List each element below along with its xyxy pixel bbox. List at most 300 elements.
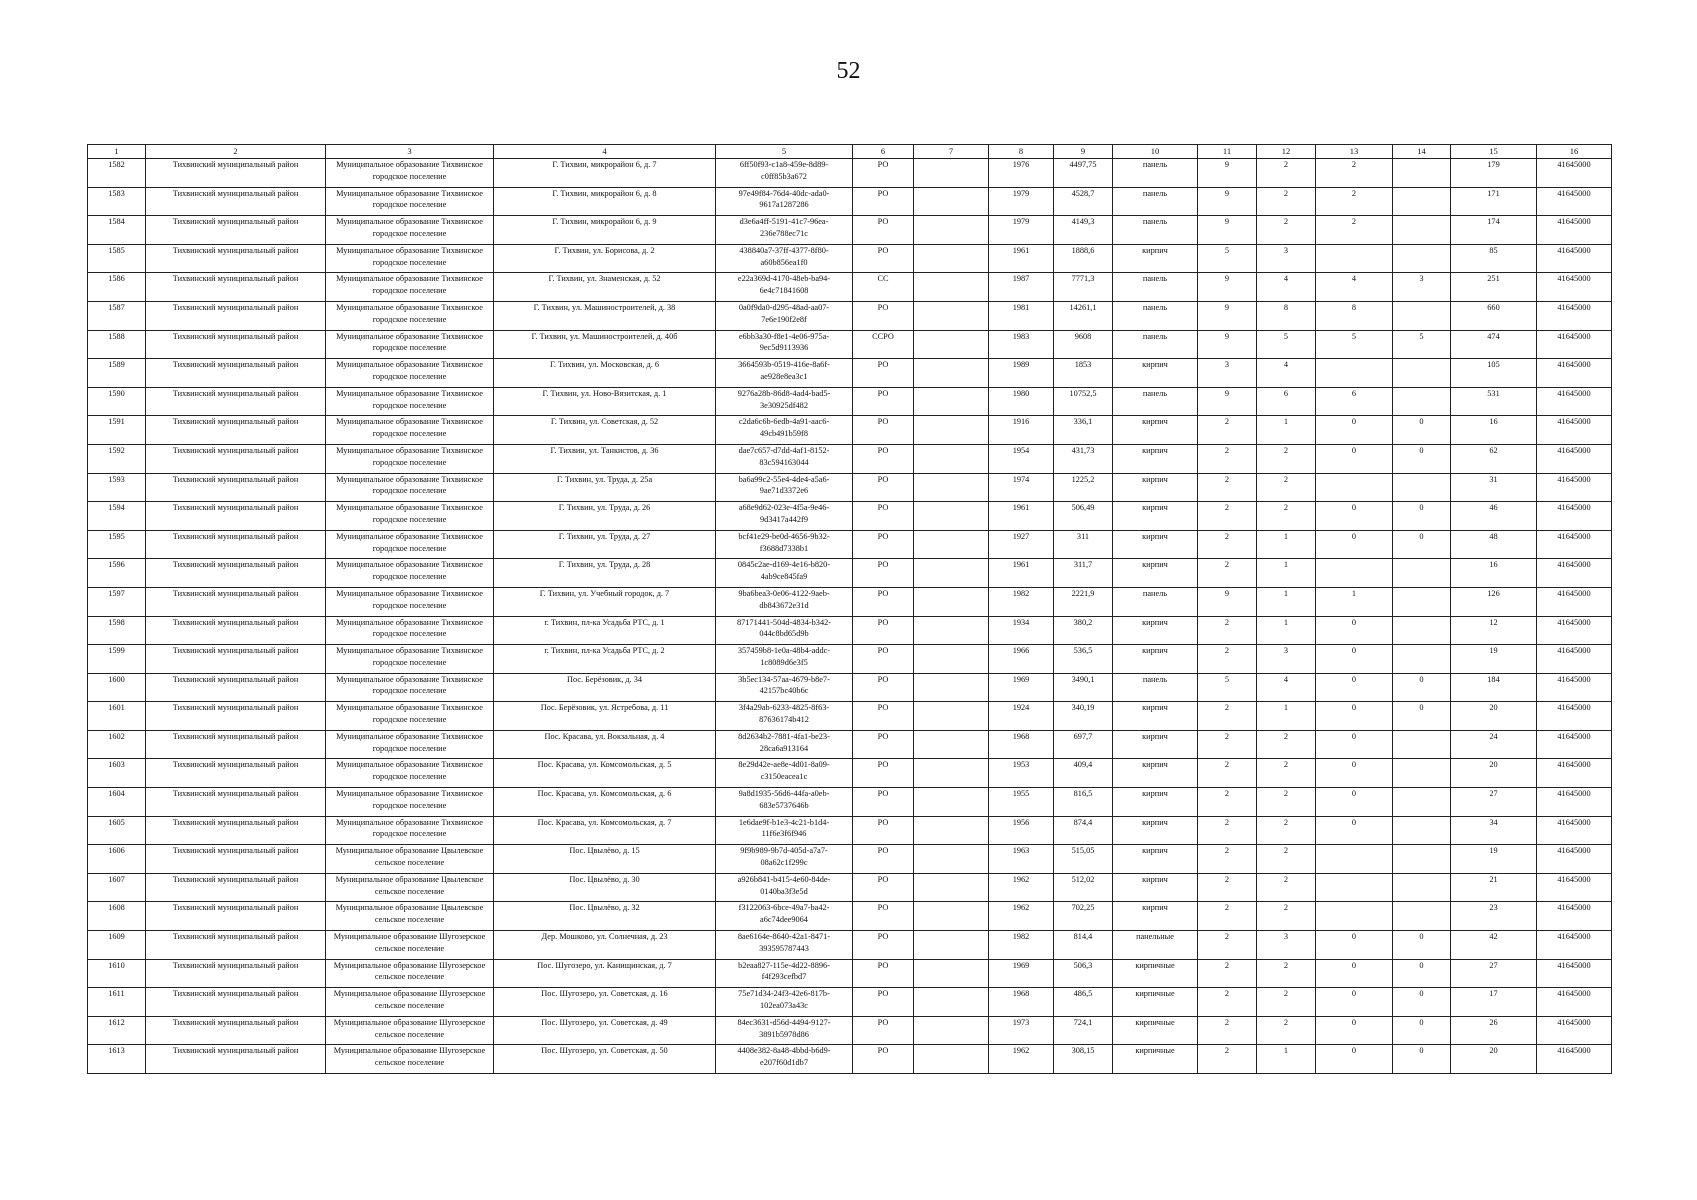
- col-14-cell: [1393, 301, 1451, 330]
- col-14-cell: 5: [1393, 330, 1451, 359]
- col-14-cell: [1393, 788, 1451, 817]
- col-14-cell: 0: [1393, 530, 1451, 559]
- address-cell: Пос. Цвылёво, д. 15: [494, 845, 716, 874]
- floors-cell: 2: [1198, 702, 1257, 731]
- residents-cell: 174: [1451, 216, 1537, 245]
- address-cell: Г. Тихвин, ул. Ново-Вязитская, д. 1: [494, 387, 716, 416]
- wall-material-cell: панельные: [1113, 931, 1198, 960]
- fias-guid-cell: 84ec3631-d56d-4494-9127-3891b5978d86: [716, 1016, 853, 1045]
- row-number-cell: 1612: [88, 1016, 146, 1045]
- entrances-cell: 8: [1257, 301, 1316, 330]
- oktmo-code-cell: 41645000: [1537, 816, 1612, 845]
- entrances-cell: 1: [1257, 416, 1316, 445]
- table-row: [88, 702, 1612, 731]
- floors-cell: 2: [1198, 845, 1257, 874]
- municipality-cell: Муниципальное образование Цвылевское сельское поселение: [326, 902, 494, 931]
- address-cell: Г. Тихвин, ул. Знаменская, д. 52: [494, 273, 716, 302]
- residents-cell: 27: [1451, 788, 1537, 817]
- col-14-cell: [1393, 759, 1451, 788]
- management-type-cell: РО: [853, 959, 914, 988]
- row-number-cell: 1593: [88, 473, 146, 502]
- table-row: [88, 645, 1612, 674]
- district-cell: Тихвинский муниципальный район: [146, 902, 326, 931]
- year-built-cell: 1966: [989, 645, 1054, 674]
- oktmo-code-cell: 41645000: [1537, 587, 1612, 616]
- wall-material-cell: кирпич: [1113, 444, 1198, 473]
- oktmo-code-cell: 41645000: [1537, 759, 1612, 788]
- table-row: [88, 559, 1612, 588]
- address-cell: Г. Тихвин, микрорайон 6, д. 7: [494, 159, 716, 188]
- lifts-cell: 5: [1316, 330, 1393, 359]
- entrances-cell: 1: [1257, 530, 1316, 559]
- district-cell: Тихвинский муниципальный район: [146, 159, 326, 188]
- wall-material-cell: панель: [1113, 587, 1198, 616]
- fias-guid-cell: 9f9b989-9b7d-405d-a7a7-08a62c1f299c: [716, 845, 853, 874]
- col-14-cell: [1393, 902, 1451, 931]
- residents-cell: 660: [1451, 301, 1537, 330]
- lifts-cell: 0: [1316, 530, 1393, 559]
- fias-guid-cell: 3f4a29ab-6233-4825-8f63-87636174b412: [716, 702, 853, 731]
- year-built-cell: 1961: [989, 502, 1054, 531]
- management-type-cell: РО: [853, 1016, 914, 1045]
- floors-cell: 2: [1198, 444, 1257, 473]
- floors-cell: 9: [1198, 387, 1257, 416]
- fias-guid-cell: 8e29d42e-ae8e-4d01-8a09-c3150eacea1c: [716, 759, 853, 788]
- fias-guid-cell: 8d2634b2-7881-4fa1-be23-28ca6a913164: [716, 730, 853, 759]
- table-row: [88, 1045, 1612, 1074]
- wall-material-cell: панель: [1113, 273, 1198, 302]
- municipality-cell: Муниципальное образование Тихвинское городское поселение: [326, 159, 494, 188]
- management-type-cell: РО: [853, 845, 914, 874]
- total-area-cell: 512,02: [1054, 873, 1113, 902]
- fias-guid-cell: 3b5ec134-57aa-4679-b8e7-42157bc40b6c: [716, 673, 853, 702]
- row-number-cell: 1596: [88, 559, 146, 588]
- year-built-cell: 1981: [989, 301, 1054, 330]
- residents-cell: 12: [1451, 616, 1537, 645]
- fias-guid-cell: 1e6dae9f-b1e3-4c21-b1d4-11f6e3f6f946: [716, 816, 853, 845]
- oktmo-code-cell: 41645000: [1537, 1016, 1612, 1045]
- fias-guid-cell: dae7c657-d7dd-4af1-8152-83c594163044: [716, 444, 853, 473]
- residents-cell: 20: [1451, 1045, 1537, 1074]
- floors-cell: 9: [1198, 587, 1257, 616]
- fias-guid-cell: a68e9d62-023e-4f5a-9e46-9d3417a442f9: [716, 502, 853, 531]
- col-7-cell: [914, 216, 989, 245]
- municipality-cell: Муниципальное образование Шугозерское сельское поселение: [326, 1016, 494, 1045]
- municipality-cell: Муниципальное образование Тихвинское городское поселение: [326, 530, 494, 559]
- lifts-cell: 0: [1316, 1016, 1393, 1045]
- lifts-cell: 2: [1316, 216, 1393, 245]
- floors-cell: 2: [1198, 530, 1257, 559]
- address-cell: Пос. Шугозеро, ул. Советская, д. 16: [494, 988, 716, 1017]
- entrances-cell: 2: [1257, 959, 1316, 988]
- col-14-cell: 0: [1393, 502, 1451, 531]
- entrances-cell: 4: [1257, 273, 1316, 302]
- row-number-cell: 1605: [88, 816, 146, 845]
- total-area-cell: 2221,9: [1054, 587, 1113, 616]
- col-14-cell: [1393, 187, 1451, 216]
- residents-cell: 46: [1451, 502, 1537, 531]
- entrances-cell: 3: [1257, 244, 1316, 273]
- management-type-cell: РО: [853, 216, 914, 245]
- address-cell: Пос. Красава, ул. Комсомольская, д. 6: [494, 788, 716, 817]
- management-type-cell: РО: [853, 873, 914, 902]
- entrances-cell: 1: [1257, 587, 1316, 616]
- management-type-cell: РО: [853, 416, 914, 445]
- management-type-cell: РО: [853, 816, 914, 845]
- year-built-cell: 1968: [989, 988, 1054, 1017]
- floors-cell: 2: [1198, 931, 1257, 960]
- total-area-cell: 311,7: [1054, 559, 1113, 588]
- residents-cell: 48: [1451, 530, 1537, 559]
- municipality-cell: Муниципальное образование Тихвинское городское поселение: [326, 473, 494, 502]
- management-type-cell: РО: [853, 359, 914, 388]
- year-built-cell: 1973: [989, 1016, 1054, 1045]
- total-area-cell: 816,5: [1054, 788, 1113, 817]
- entrances-cell: 2: [1257, 502, 1316, 531]
- table-row: [88, 330, 1612, 359]
- floors-cell: 2: [1198, 759, 1257, 788]
- fias-guid-cell: 9a8d1935-56d6-44fa-a0eb-683e5737646b: [716, 788, 853, 817]
- wall-material-cell: кирпич: [1113, 559, 1198, 588]
- municipality-cell: Муниципальное образование Тихвинское городское поселение: [326, 187, 494, 216]
- row-number-cell: 1592: [88, 444, 146, 473]
- oktmo-code-cell: 41645000: [1537, 359, 1612, 388]
- col-14-cell: [1393, 587, 1451, 616]
- address-cell: г. Тихвин, пл-ка Усадьба РТС, д. 2: [494, 645, 716, 674]
- management-type-cell: РО: [853, 702, 914, 731]
- floors-cell: 2: [1198, 616, 1257, 645]
- management-type-cell: РО: [853, 444, 914, 473]
- table-row: [88, 988, 1612, 1017]
- wall-material-cell: панель: [1113, 387, 1198, 416]
- floors-cell: 3: [1198, 359, 1257, 388]
- district-cell: Тихвинский муниципальный район: [146, 473, 326, 502]
- row-number-cell: 1608: [88, 902, 146, 931]
- col-7-cell: [914, 359, 989, 388]
- column-header: 12: [1257, 145, 1316, 159]
- lifts-cell: 0: [1316, 931, 1393, 960]
- floors-cell: 2: [1198, 988, 1257, 1017]
- year-built-cell: 1969: [989, 959, 1054, 988]
- oktmo-code-cell: 41645000: [1537, 330, 1612, 359]
- municipality-cell: Муниципальное образование Тихвинское городское поселение: [326, 502, 494, 531]
- col-7-cell: [914, 587, 989, 616]
- floors-cell: 5: [1198, 244, 1257, 273]
- municipality-cell: Муниципальное образование Шугозерское сельское поселение: [326, 988, 494, 1017]
- municipality-cell: Муниципальное образование Тихвинское городское поселение: [326, 444, 494, 473]
- lifts-cell: 0: [1316, 788, 1393, 817]
- residents-cell: 17: [1451, 988, 1537, 1017]
- residents-cell: 474: [1451, 330, 1537, 359]
- table-row: [88, 616, 1612, 645]
- lifts-cell: 0: [1316, 502, 1393, 531]
- year-built-cell: 1982: [989, 931, 1054, 960]
- column-header: 13: [1316, 145, 1393, 159]
- col-7-cell: [914, 444, 989, 473]
- address-cell: Г. Тихвин, ул. Труда, д. 28: [494, 559, 716, 588]
- col-7-cell: [914, 473, 989, 502]
- table-row: [88, 216, 1612, 245]
- district-cell: Тихвинский муниципальный район: [146, 444, 326, 473]
- lifts-cell: 0: [1316, 416, 1393, 445]
- oktmo-code-cell: 41645000: [1537, 444, 1612, 473]
- lifts-cell: 0: [1316, 816, 1393, 845]
- fias-guid-cell: bcf41e29-be0d-4656-9b32-f3688d7338b1: [716, 530, 853, 559]
- col-7-cell: [914, 816, 989, 845]
- column-header: 16: [1537, 145, 1612, 159]
- year-built-cell: 1963: [989, 845, 1054, 874]
- col-14-cell: [1393, 845, 1451, 874]
- col-7-cell: [914, 1016, 989, 1045]
- table-row: [88, 673, 1612, 702]
- year-built-cell: 1954: [989, 444, 1054, 473]
- oktmo-code-cell: 41645000: [1537, 244, 1612, 273]
- col-7-cell: [914, 330, 989, 359]
- floors-cell: 2: [1198, 645, 1257, 674]
- entrances-cell: 2: [1257, 187, 1316, 216]
- col-7-cell: [914, 959, 989, 988]
- lifts-cell: [1316, 559, 1393, 588]
- total-area-cell: 724,1: [1054, 1016, 1113, 1045]
- district-cell: Тихвинский муниципальный район: [146, 845, 326, 874]
- total-area-cell: 702,25: [1054, 902, 1113, 931]
- total-area-cell: 1853: [1054, 359, 1113, 388]
- management-type-cell: РО: [853, 244, 914, 273]
- oktmo-code-cell: 41645000: [1537, 959, 1612, 988]
- address-cell: Дер. Мошково, ул. Солнечная, д. 23: [494, 931, 716, 960]
- total-area-cell: 380,2: [1054, 616, 1113, 645]
- entrances-cell: 1: [1257, 616, 1316, 645]
- oktmo-code-cell: 41645000: [1537, 673, 1612, 702]
- municipality-cell: Муниципальное образование Тихвинское городское поселение: [326, 730, 494, 759]
- wall-material-cell: кирпич: [1113, 702, 1198, 731]
- lifts-cell: [1316, 359, 1393, 388]
- table-row: [88, 1016, 1612, 1045]
- wall-material-cell: кирпич: [1113, 730, 1198, 759]
- entrances-cell: 2: [1257, 873, 1316, 902]
- municipality-cell: Муниципальное образование Тихвинское городское поселение: [326, 645, 494, 674]
- wall-material-cell: кирпич: [1113, 788, 1198, 817]
- fias-guid-cell: 357459b8-1e0a-48b4-addc-1c8089d6e3f5: [716, 645, 853, 674]
- col-14-cell: [1393, 387, 1451, 416]
- table-row: [88, 902, 1612, 931]
- table-row: [88, 444, 1612, 473]
- municipality-cell: Муниципальное образование Тихвинское городское поселение: [326, 788, 494, 817]
- wall-material-cell: кирпич: [1113, 759, 1198, 788]
- year-built-cell: 1955: [989, 788, 1054, 817]
- address-cell: Пос. Шугозеро, ул. Советская, д. 49: [494, 1016, 716, 1045]
- table-row: [88, 387, 1612, 416]
- fias-guid-cell: 4408e382-8a48-4bbd-b6d9-e207f60d1db7: [716, 1045, 853, 1074]
- col-14-cell: 0: [1393, 988, 1451, 1017]
- oktmo-code-cell: 41645000: [1537, 702, 1612, 731]
- management-type-cell: РО: [853, 301, 914, 330]
- residents-cell: 20: [1451, 759, 1537, 788]
- residents-cell: 42: [1451, 931, 1537, 960]
- col-7-cell: [914, 645, 989, 674]
- table-row: [88, 931, 1612, 960]
- address-cell: Г. Тихвин, ул. Учебный городок, д. 7: [494, 587, 716, 616]
- lifts-cell: [1316, 244, 1393, 273]
- col-7-cell: [914, 187, 989, 216]
- address-cell: Г. Тихвин, ул. Труда, д. 26: [494, 502, 716, 531]
- total-area-cell: 308,15: [1054, 1045, 1113, 1074]
- year-built-cell: 1956: [989, 816, 1054, 845]
- management-type-cell: РО: [853, 187, 914, 216]
- row-number-cell: 1582: [88, 159, 146, 188]
- row-number-cell: 1598: [88, 616, 146, 645]
- column-header: 4: [494, 145, 716, 159]
- lifts-cell: [1316, 473, 1393, 502]
- col-14-cell: 0: [1393, 959, 1451, 988]
- floors-cell: 2: [1198, 473, 1257, 502]
- floors-cell: 2: [1198, 873, 1257, 902]
- management-type-cell: РО: [853, 988, 914, 1017]
- management-type-cell: РО: [853, 387, 914, 416]
- row-number-cell: 1599: [88, 645, 146, 674]
- table-row: [88, 530, 1612, 559]
- wall-material-cell: кирпичные: [1113, 1016, 1198, 1045]
- district-cell: Тихвинский муниципальный район: [146, 530, 326, 559]
- lifts-cell: 0: [1316, 759, 1393, 788]
- oktmo-code-cell: 41645000: [1537, 559, 1612, 588]
- col-14-cell: [1393, 359, 1451, 388]
- municipality-cell: Муниципальное образование Тихвинское городское поселение: [326, 702, 494, 731]
- municipality-cell: Муниципальное образование Тихвинское городское поселение: [326, 330, 494, 359]
- address-cell: Пос. Красава, ул. Комсомольская, д. 5: [494, 759, 716, 788]
- fias-guid-cell: b2eaa827-115e-4d22-8896-f4f293cefbd7: [716, 959, 853, 988]
- column-header: 3: [326, 145, 494, 159]
- district-cell: Тихвинский муниципальный район: [146, 330, 326, 359]
- wall-material-cell: кирпичные: [1113, 988, 1198, 1017]
- lifts-cell: 0: [1316, 702, 1393, 731]
- fias-guid-cell: a926b841-b415-4e60-84de-0140ba3f3e5d: [716, 873, 853, 902]
- oktmo-code-cell: 41645000: [1537, 387, 1612, 416]
- fias-guid-cell: 87171441-504d-4834-b342-044c8bd65d9b: [716, 616, 853, 645]
- district-cell: Тихвинский муниципальный район: [146, 759, 326, 788]
- row-number-cell: 1591: [88, 416, 146, 445]
- district-cell: Тихвинский муниципальный район: [146, 502, 326, 531]
- row-number-cell: 1603: [88, 759, 146, 788]
- col-14-cell: [1393, 816, 1451, 845]
- floors-cell: 2: [1198, 816, 1257, 845]
- municipality-cell: Муниципальное образование Тихвинское городское поселение: [326, 359, 494, 388]
- wall-material-cell: кирпич: [1113, 473, 1198, 502]
- total-area-cell: 9608: [1054, 330, 1113, 359]
- management-type-cell: РО: [853, 931, 914, 960]
- total-area-cell: 7771,3: [1054, 273, 1113, 302]
- housing-registry-table: [87, 144, 1612, 1074]
- page-number: 52: [836, 58, 861, 84]
- residents-cell: 171: [1451, 187, 1537, 216]
- municipality-cell: Муниципальное образование Шугозерское сельское поселение: [326, 1045, 494, 1074]
- lifts-cell: 0: [1316, 988, 1393, 1017]
- column-header: 9: [1054, 145, 1113, 159]
- oktmo-code-cell: 41645000: [1537, 473, 1612, 502]
- district-cell: Тихвинский муниципальный район: [146, 587, 326, 616]
- residents-cell: 184: [1451, 673, 1537, 702]
- management-type-cell: РО: [853, 530, 914, 559]
- management-type-cell: ССРО: [853, 330, 914, 359]
- col-7-cell: [914, 159, 989, 188]
- row-number-cell: 1604: [88, 788, 146, 817]
- total-area-cell: 536,5: [1054, 645, 1113, 674]
- wall-material-cell: кирпичные: [1113, 959, 1198, 988]
- total-area-cell: 336,1: [1054, 416, 1113, 445]
- row-number-cell: 1594: [88, 502, 146, 531]
- management-type-cell: РО: [853, 159, 914, 188]
- oktmo-code-cell: 41645000: [1537, 502, 1612, 531]
- management-type-cell: РО: [853, 587, 914, 616]
- year-built-cell: 1974: [989, 473, 1054, 502]
- entrances-cell: 1: [1257, 1045, 1316, 1074]
- district-cell: Тихвинский муниципальный район: [146, 645, 326, 674]
- row-number-cell: 1611: [88, 988, 146, 1017]
- col-7-cell: [914, 1045, 989, 1074]
- total-area-cell: 14261,1: [1054, 301, 1113, 330]
- wall-material-cell: кирпич: [1113, 845, 1198, 874]
- municipality-cell: Муниципальное образование Тихвинское городское поселение: [326, 387, 494, 416]
- column-header: 2: [146, 145, 326, 159]
- entrances-cell: 4: [1257, 673, 1316, 702]
- table-row: [88, 473, 1612, 502]
- row-number-cell: 1606: [88, 845, 146, 874]
- district-cell: Тихвинский муниципальный район: [146, 1016, 326, 1045]
- year-built-cell: 1934: [989, 616, 1054, 645]
- total-area-cell: 340,19: [1054, 702, 1113, 731]
- col-7-cell: [914, 530, 989, 559]
- fias-guid-cell: 75e71d34-24f3-42e6-817b-102ea073a43c: [716, 988, 853, 1017]
- oktmo-code-cell: 41645000: [1537, 788, 1612, 817]
- lifts-cell: 0: [1316, 1045, 1393, 1074]
- year-built-cell: 1976: [989, 159, 1054, 188]
- entrances-cell: 2: [1257, 1016, 1316, 1045]
- col-7-cell: [914, 387, 989, 416]
- entrances-cell: 1: [1257, 559, 1316, 588]
- oktmo-code-cell: 41645000: [1537, 931, 1612, 960]
- row-number-cell: 1587: [88, 301, 146, 330]
- column-header: 7: [914, 145, 989, 159]
- residents-cell: 85: [1451, 244, 1537, 273]
- column-header: 6: [853, 145, 914, 159]
- entrances-cell: 6: [1257, 387, 1316, 416]
- wall-material-cell: кирпич: [1113, 616, 1198, 645]
- municipality-cell: Муниципальное образование Тихвинское городское поселение: [326, 216, 494, 245]
- residents-cell: 126: [1451, 587, 1537, 616]
- year-built-cell: 1979: [989, 187, 1054, 216]
- col-7-cell: [914, 244, 989, 273]
- district-cell: Тихвинский муниципальный район: [146, 702, 326, 731]
- fias-guid-cell: 8ae6164e-8640-42a1-8471-393595787443: [716, 931, 853, 960]
- column-header: 14: [1393, 145, 1451, 159]
- management-type-cell: РО: [853, 502, 914, 531]
- entrances-cell: 3: [1257, 931, 1316, 960]
- floors-cell: 9: [1198, 273, 1257, 302]
- district-cell: Тихвинский муниципальный район: [146, 559, 326, 588]
- fias-guid-cell: 6ff50f93-c1a8-459e-8d89-c0ff85b3a672: [716, 159, 853, 188]
- municipality-cell: Муниципальное образование Тихвинское городское поселение: [326, 273, 494, 302]
- district-cell: Тихвинский муниципальный район: [146, 301, 326, 330]
- municipality-cell: Муниципальное образование Шугозерское сельское поселение: [326, 931, 494, 960]
- floors-cell: 9: [1198, 216, 1257, 245]
- col-7-cell: [914, 301, 989, 330]
- floors-cell: 9: [1198, 187, 1257, 216]
- col-14-cell: 0: [1393, 416, 1451, 445]
- year-built-cell: 1980: [989, 387, 1054, 416]
- management-type-cell: РО: [853, 730, 914, 759]
- address-cell: Пос. Красава, ул. Вокзальная, д. 4: [494, 730, 716, 759]
- municipality-cell: Муниципальное образование Тихвинское городское поселение: [326, 587, 494, 616]
